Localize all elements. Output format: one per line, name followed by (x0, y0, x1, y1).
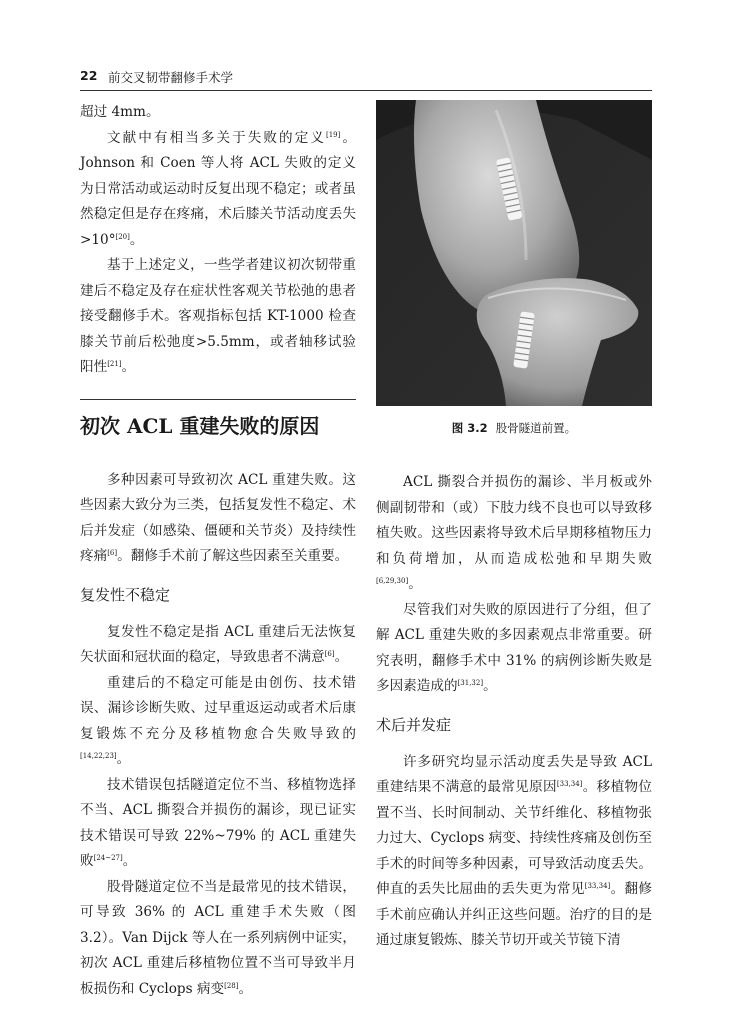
citation: [20] (115, 232, 130, 241)
xray-figure (376, 100, 652, 406)
running-header (80, 60, 652, 91)
citation: [21] (107, 360, 122, 368)
paragraph-revision-criteria: 基于上述定义，一些学者建议初次韧带重建后不稳定及存在症状性客观关节松弛的患者接受翻修手术。客观指标包括 KT-1000 检查膝关节前后松弛度>5.5mm，或者轴移试验阳性[21]。 (80, 257, 356, 375)
paragraph-causes: 多种因素可导致初次 ACL 重建失败。这些因素大致分为三类，包括复发性不稳定、术后并发症（如感染、僵硬和关节炎）及持续性疼痛[6]。翻修手术前了解这些因素至关重要。 (80, 471, 356, 564)
section-title: 初次 ACL 重建失败的原因 (80, 399, 356, 446)
paragraph-complications: 许多研究均显示活动度丢失是导致 ACL 重建结果不满意的最常见原因[33,34]。移植物位置不当、长时间制动、关节纤维化、移植物张力过大、Cyclops 病变、持续性疼痛及创伤至手术的时间等多种因素，可导致活动度丢失。伸直的丢失比屈曲的丢失更为常见[33,34]。翻修手术前应确认并纠正这些问题。治疗的目的是通过康复锻炼、膝关节切开或关节镜下清 (376, 753, 653, 948)
subsection-title-recurrent-instability: 复发性不稳定 (80, 585, 171, 604)
figure-label: 图 3.2 (451, 421, 488, 435)
citation: [14,22,23] (80, 752, 117, 760)
citation: [28] (224, 981, 239, 990)
citation: [6] (107, 549, 118, 557)
paragraph-continued: 超过 4mm。 (80, 104, 160, 120)
paragraph-multifactorial: 尽管我们对失败的原因进行了分组，但了解 ACL 重建失败的多因素观点非常重要。研究表明，翻修手术中 31% 的病例诊断失败是多因素造成的[31,32]。 (376, 601, 652, 694)
left-column (80, 100, 356, 1002)
figure-caption (376, 420, 652, 436)
page-number: 22 (80, 68, 98, 83)
figure-caption-text: 股骨隧道前置。 (495, 421, 577, 435)
citation: [24~27] (93, 854, 123, 862)
citation: [19] (325, 130, 341, 139)
book-title: 前交叉韧带翻修手术学 (108, 70, 234, 85)
citation: [31,32] (457, 679, 484, 687)
citation: [6,29,30] (376, 577, 409, 585)
paragraph-failure-definition: 文献中有相当多关于失败的定义[19]。Johnson 和 Coen 等人将 ACL 失败的定义为日常活动或运动时反复出现不稳定；或者虽然稳定但是存在疼痛，术后膝关节活动度丢失>10°[20]。 (80, 129, 357, 248)
right-column (376, 100, 652, 954)
paragraph-recurrent-instability: 复发性不稳定是指 ACL 重建后无法恢复矢状面和冠状面的稳定，导致患者不满意[6]。 (80, 623, 356, 665)
citation: [6] (324, 650, 335, 658)
citation: [33,34] (584, 882, 611, 890)
paragraph-missed-injuries: ACL 撕裂合并损伤的漏诊、半月板或外侧副韧带和（或）下肢力线不良也可以导致移植失败。这些因素将导致术后早期移植物压力和负荷增加，从而造成松弛和早期失败[6,29,30]。 (376, 474, 652, 592)
citation: [33,34] (556, 780, 583, 788)
paragraph-instability-causes: 重建后的不稳定可能是由创伤、技术错误、漏诊诊断失败、过早重返运动或者术后康复锻炼不充分及移植物愈合失败导致的[14,22,23]。 (80, 674, 356, 767)
paragraph-tunnel-malposition: 股骨隧道定位不当是最常见的技术错误，可导致 36% 的 ACL 重建手术失败（图 3.2）。Van Dijck 等人在一系列病例中证实，初次 ACL 重建后移植物位置不当可导致半月板损伤和 Cyclops 病变[28]。 (80, 878, 356, 997)
paragraph-technical-errors: 技术错误包括隧道定位不当、移植物选择不当、ACL 撕裂合并损伤的漏诊，现已证实技术错误可导致 22%~79% 的 ACL 重建失败[24~27]。 (80, 776, 356, 869)
knee-xray-image (376, 100, 652, 406)
subsection-title-complications: 术后并发症 (376, 715, 452, 734)
